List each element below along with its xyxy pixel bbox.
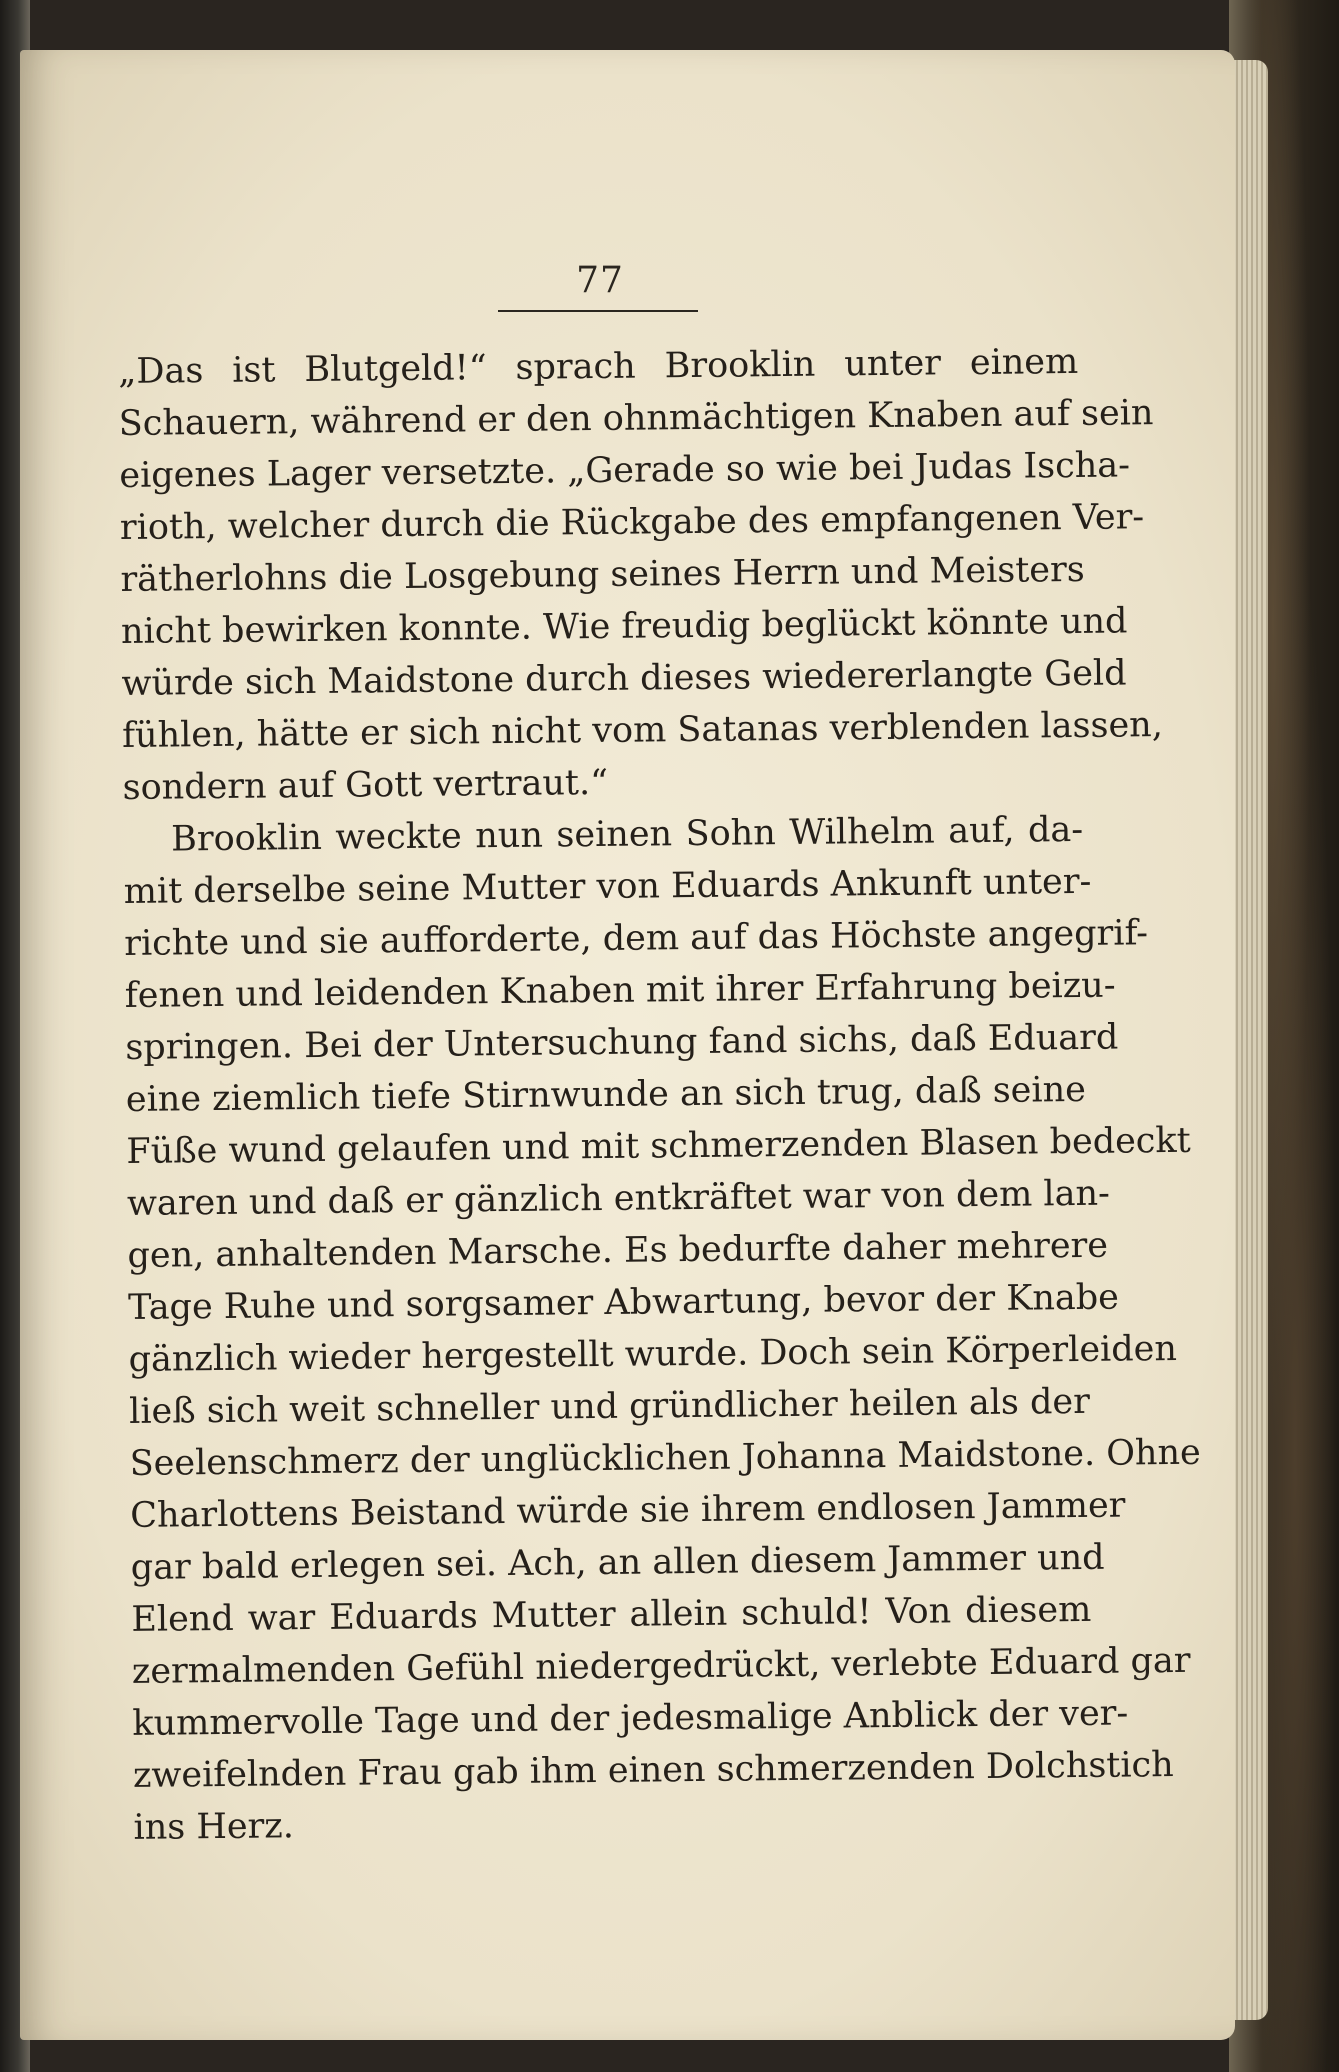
text-line: rätherlohns die Losgebung seines Herrn und Meisters: [120, 549, 1085, 600]
text-line: mit derselbe seine Mutter von Eduards Ankunft unter-: [123, 861, 1092, 912]
text-line: waren und daß er gänzlich entkräftet war von dem lan-: [126, 1173, 1111, 1224]
text-line: eine ziemlich tiefe Stirnwunde an sich trug, daß seine: [125, 1069, 1087, 1120]
text-line: fenen und leidenden Knaben mit ihrer Erfahrung beizu-: [124, 965, 1116, 1016]
text-line: würde sich Maidstone durch dieses wiedererlangte Geld: [121, 653, 1127, 704]
text-line: fühlen, hätte er sich nicht vom Satanas verblenden lassen,: [121, 705, 1164, 756]
text-line: ließ sich weit schneller und gründlicher heilen als der: [128, 1381, 1091, 1432]
body-text: [118, 336, 1201, 1854]
text-line: ins Herz.: [133, 1806, 295, 1848]
text-line: gänzlich wieder hergestellt wurde. Doch sein Körperleiden: [128, 1328, 1178, 1380]
book-page: [20, 50, 1235, 2040]
text-line: Brooklin weckte nun seinen Sohn Wilhelm auf, da-: [170, 809, 1084, 860]
text-line: richte und sie aufforderte, dem auf das Höchste angegrif-: [124, 913, 1149, 964]
text-line: eigenes Lager versetzte. „Gerade so wie bei Judas Ischa-: [119, 445, 1131, 496]
text-line: zweifelnden Frau gab ihm einen schmerzenden Dolchstich: [132, 1745, 1174, 1796]
text-line: Charlottens Beistand würde sie ihrem endlosen Jammer: [130, 1485, 1126, 1536]
text-line: kummervolle Tage und der jedesmalige Anblick der ver-: [132, 1693, 1129, 1744]
text-line: Elend war Eduards Mutter allein schuld! Von diesem: [131, 1589, 1092, 1640]
text-line: „Das ist Blutgeld!“ sprach Brooklin unter einem: [118, 341, 1079, 392]
header-rule: [498, 310, 698, 312]
text-line: nicht bewirken konnte. Wie freudig beglückt könnte und: [120, 601, 1128, 652]
text-line: gen, anhaltenden Marsche. Es bedurfte daher mehrere: [127, 1225, 1109, 1276]
text-line: sondern auf Gott vertraut.“: [122, 762, 609, 808]
text-line: springen. Bei der Untersuchung fand sichs, daß Eduard: [125, 1017, 1119, 1068]
text-line: Tage Ruhe und sorgsamer Abwartung, bevor der Knabe: [127, 1277, 1120, 1328]
text-line: Füße wund gelaufen und mit schmerzenden Blasen bedeckt: [126, 1120, 1191, 1172]
text-line: Schauern, während er den ohnmächtigen Knaben auf sein: [118, 393, 1154, 444]
text-line: zermalmenden Gefühl niedergedrückt, verlebte Eduard gar: [131, 1640, 1191, 1692]
text-line: gar bald erlegen sei. Ach, an allen diesem Jammer und: [130, 1537, 1105, 1588]
text-line: rioth, welcher durch die Rückgabe des empfangenen Ver-: [119, 497, 1145, 548]
page-number: 77: [576, 260, 624, 301]
text-line: Seelenschmerz der unglücklichen Johanna Maidstone. Ohne: [129, 1432, 1201, 1484]
